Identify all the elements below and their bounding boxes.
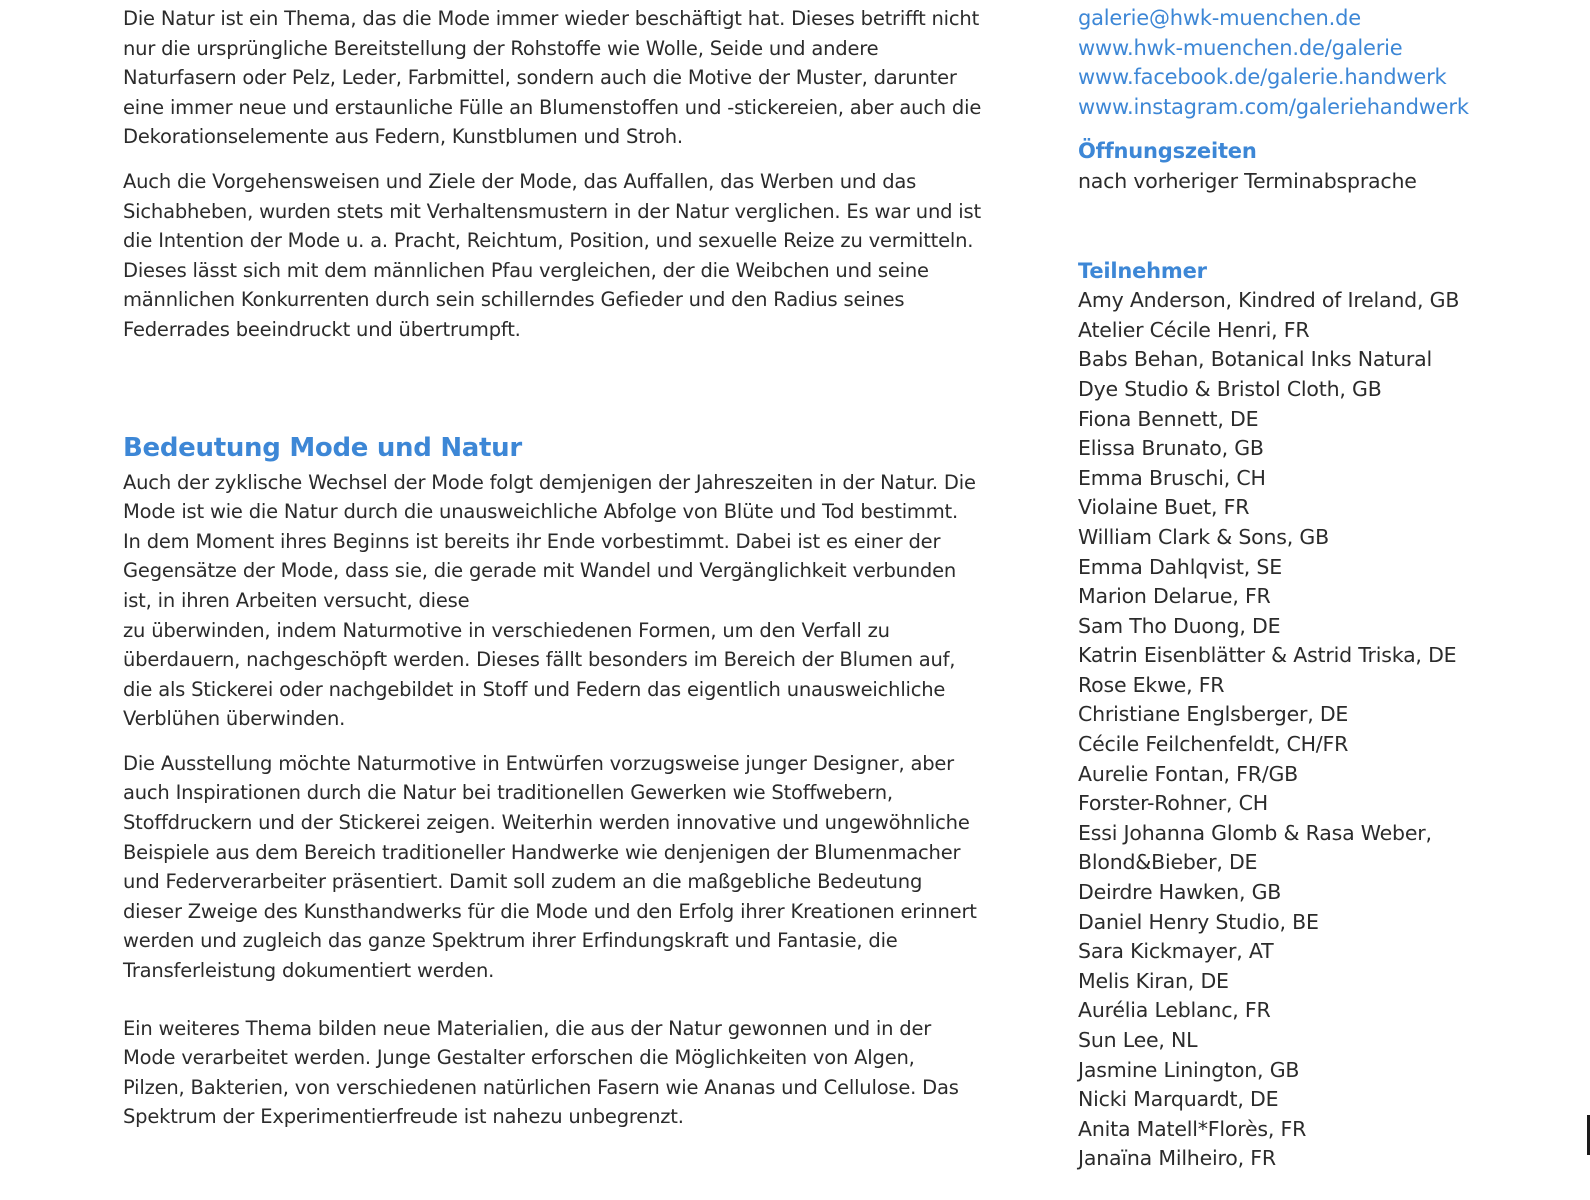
participant-item: Amy Anderson, Kindred of Ireland, GB — [1078, 288, 1460, 313]
intro-paragraph-1 — [123, 4, 1053, 152]
participant-item: Forster-Rohner, CH — [1078, 791, 1268, 816]
participant-item: William Clark & Sons, GB — [1078, 524, 1329, 549]
participant-item: Fiona Bennett, DE — [1078, 406, 1259, 431]
text-line: Die Ausstellung möchte Naturmotive in Entwürfen vorzugsweise junger Designer, aber — [123, 751, 954, 775]
text-line: Sichabheben, wurden stets mit Verhaltensmustern in der Natur verglichen. Es war und ist — [123, 199, 981, 223]
participant-item: Marion Delarue, FR — [1078, 584, 1271, 609]
text-line: Ein weiteres Thema bilden neue Materialien, die aus der Natur gewonnen und in der — [123, 1016, 932, 1040]
text-line: eine immer neue und erstaunliche Fülle an Blumenstoffen und -stickereien, aber auch die — [123, 95, 982, 119]
participant-item: Aurelie Fontan, FR/GB — [1078, 761, 1299, 786]
participant-item: Janaïna Milheiro, FR — [1078, 1146, 1276, 1171]
opening-hours-label: Öffnungszeiten — [1078, 139, 1257, 164]
participant-item: Christiane Englsberger, DE — [1078, 702, 1349, 727]
section-paragraph-3 — [123, 1014, 1053, 1132]
text-line: Auch der zyklische Wechsel der Mode folgt demjenigen der Jahreszeiten in der Natur. Die — [123, 470, 976, 494]
text-line: werden und zugleich das ganze Spektrum ihrer Erfindungskraft und Fantasie, die — [123, 929, 898, 953]
text-line: Transferleistung dokumentiert werden. — [123, 959, 495, 983]
participant-item: Cécile Feilchenfeldt, CH/FR — [1078, 732, 1349, 757]
text-line: die Intention der Mode u. a. Pracht, Reichtum, Position, und sexuelle Reize zu vermitteln. — [123, 229, 974, 253]
participant-item: Emma Bruschi, CH — [1078, 465, 1266, 490]
sidebar — [1078, 4, 1558, 1174]
text-line: auch Inspirationen durch die Natur bei traditionellen Gewerken wie Stoffwebern, — [123, 781, 893, 805]
participant-item: Essi Johanna Glomb & Rasa Weber, — [1078, 820, 1432, 845]
participant-item: Daniel Henry Studio, BE — [1078, 909, 1319, 934]
text-line: nur die ursprüngliche Bereitstellung der Rohstoffe wie Wolle, Seide und andere — [123, 36, 879, 60]
text-line: Auch die Vorgehensweisen und Ziele der Mode, das Auffallen, das Werben und das — [123, 169, 917, 193]
participant-item: Rose Ekwe, FR — [1078, 672, 1225, 697]
participant-item: Melis Kiran, DE — [1078, 968, 1229, 993]
text-line: Stoffdruckern und der Stickerei zeigen. Weiterhin werden innovative und ungewöhnliche — [123, 811, 970, 835]
participants-list — [1078, 286, 1558, 1174]
text-line: Beispiele aus dem Bereich traditioneller Handwerke wie denjenigen der Blumenmacher — [123, 840, 961, 864]
text-line: Dieses lässt sich mit dem männlichen Pfau vergleichen, der die Weibchen und seine — [123, 258, 929, 282]
participant-item: Aurélia Leblanc, FR — [1078, 998, 1271, 1023]
email-link[interactable]: galerie@hwk-muenchen.de — [1078, 6, 1361, 30]
text-line: und Federverarbeiter präsentiert. Damit soll zudem an die maßgebliche Bedeutung — [123, 870, 923, 894]
participant-item: Deirdre Hawken, GB — [1078, 880, 1282, 905]
text-line: Die Natur ist ein Thema, das die Mode immer wieder beschäftigt hat. Dieses betrifft nicht — [123, 7, 980, 30]
text-line: Naturfasern oder Pelz, Leder, Farbmittel, sondern auch die Motive der Muster, darunter — [123, 66, 957, 90]
participant-item: Sun Lee, NL — [1078, 1028, 1198, 1052]
participant-item: Jasmine Linington, GB — [1078, 1057, 1300, 1082]
text-line: Mode ist wie die Natur durch die unausweichliche Abfolge von Blüte und Tod bestimmt. — [123, 500, 958, 524]
participant-item: Babs Behan, Botanical Inks Natural — [1078, 347, 1432, 372]
opening-hours-text: nach vorheriger Terminabsprache — [1078, 168, 1417, 193]
text-line: zu überwinden, indem Naturmotive in verschiedenen Formen, um den Verfall zu — [123, 618, 890, 642]
instagram-link[interactable]: www.instagram.com/galeriehandwerk — [1078, 94, 1469, 119]
text-line: männlichen Konkurrenten durch sein schillerndes Gefieder und den Radius seines — [123, 288, 905, 312]
text-line: die als Stickerei oder nachgebildet in Stoff und Federn das eigentlich unausweichliche — [123, 677, 946, 701]
participant-item: Anita Matell*Florès, FR — [1078, 1116, 1307, 1141]
participant-item: Nicki Marquardt, DE — [1078, 1087, 1279, 1112]
participant-item: Sam Tho Duong, DE — [1078, 613, 1281, 638]
text-line: ist, in ihren Arbeiten versucht, diese — [123, 588, 470, 612]
main-column — [123, 4, 1053, 1132]
intro-paragraph-2 — [123, 167, 1053, 345]
text-line: Mode verarbeitet werden. Junge Gestalter erforschen die Möglichkeiten von Algen, — [123, 1046, 915, 1070]
text-line: Verblühen überwinden. — [123, 707, 346, 731]
section-paragraph-1 — [123, 468, 1053, 734]
facebook-link[interactable]: www.facebook.de/galerie.handwerk — [1078, 65, 1447, 90]
text-line: Dekorationselemente aus Federn, Kunstblumen und Stroh. — [123, 125, 683, 149]
participant-item: Dye Studio & Bristol Cloth, GB — [1078, 376, 1382, 401]
participant-item: Violaine Buet, FR — [1078, 495, 1250, 520]
website-link[interactable]: www.hwk-muenchen.de/galerie — [1078, 35, 1403, 60]
section-heading: Bedeutung Mode und Natur — [123, 432, 522, 463]
text-line: In dem Moment ihres Beginns ist bereits ihr Ende vorbestimmt. Dabei ist es einer der — [123, 529, 941, 553]
participants-label: Teilnehmer — [1078, 258, 1207, 283]
text-line: Federrades beeindruckt und übertrumpft. — [123, 317, 521, 341]
participant-item: Blond&Bieber, DE — [1078, 850, 1258, 875]
participant-item: Atelier Cécile Henri, FR — [1078, 317, 1310, 342]
participant-item: Katrin Eisenblätter & Astrid Triska, DE — [1078, 643, 1457, 668]
text-line: überdauern, nachgeschöpft werden. Dieses fällt besonders im Bereich der Blumen auf, — [123, 648, 956, 672]
section-paragraph-2 — [123, 749, 1053, 986]
participant-item: Elissa Brunato, GB — [1078, 436, 1264, 461]
text-line: Pilzen, Bakterien, von verschiedenen natürlichen Fasern wie Ananas und Cellulose. Das — [123, 1075, 959, 1099]
text-line: dieser Zweige des Kunsthandwerks für die Mode und den Erfolg ihrer Kreationen erinnert — [123, 899, 977, 923]
text-line: Gegensätze der Mode, dass sie, die gerade mit Wandel und Vergänglichkeit verbunden — [123, 559, 957, 583]
text-line: Spektrum der Experimentierfreude ist nahezu unbegrenzt. — [123, 1105, 684, 1129]
participant-item: Emma Dahlqvist, SE — [1078, 554, 1282, 579]
participant-item: Sara Kickmayer, AT — [1078, 939, 1274, 964]
